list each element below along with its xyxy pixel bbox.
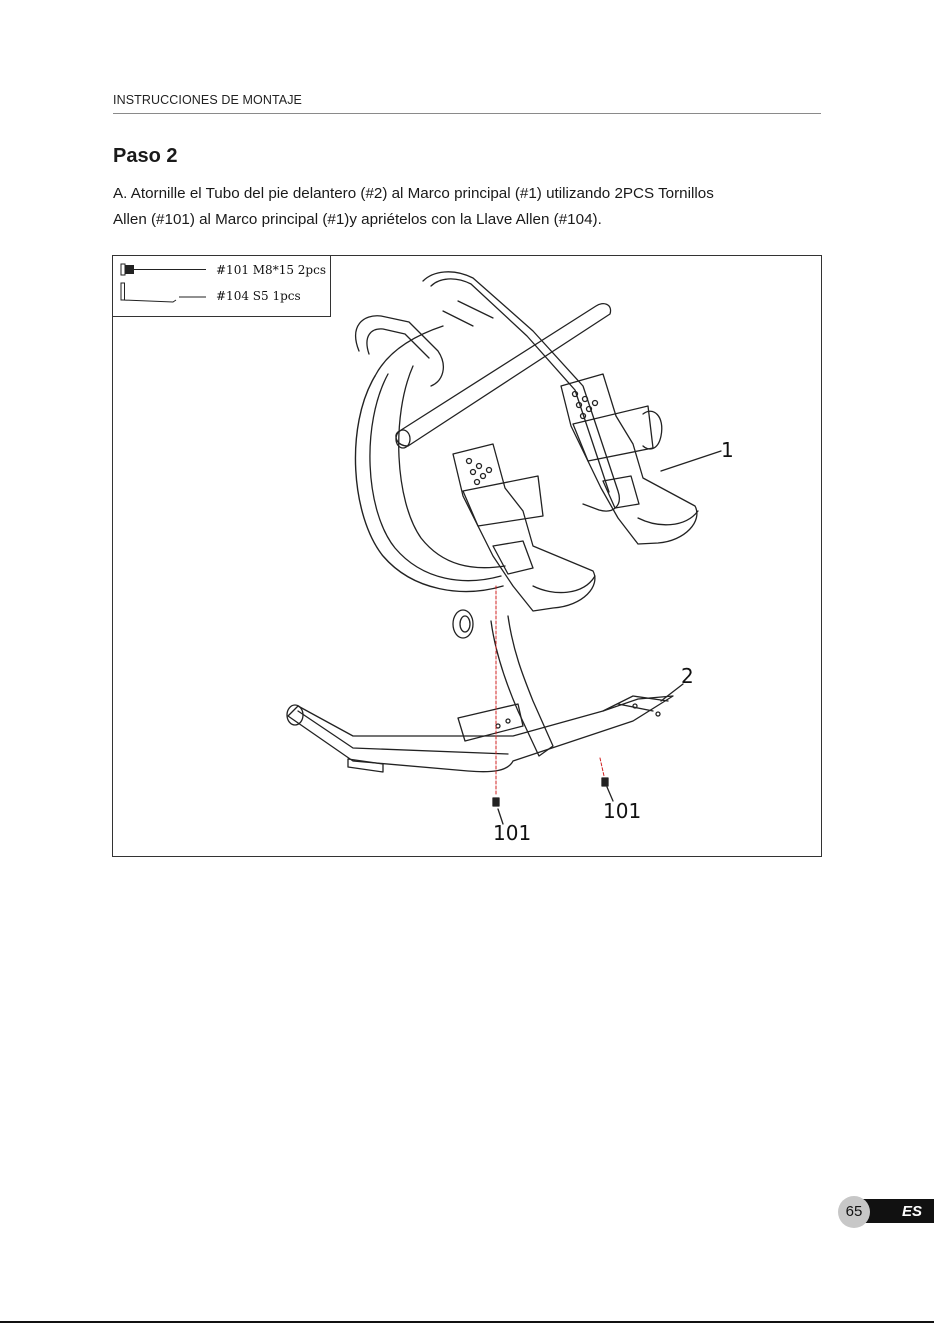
callout-101-right: 101 xyxy=(603,799,642,823)
alignment-line-right xyxy=(600,758,604,776)
front-wheel-drawing xyxy=(453,610,473,638)
main-frame-drawing xyxy=(356,272,620,756)
right-footplate-drawing xyxy=(561,374,698,544)
bolt-right-drawing xyxy=(602,778,608,786)
front-foot-tube-drawing xyxy=(287,696,673,772)
parts-list xyxy=(113,256,331,317)
part-label-101: #101 M8*15 2pcs xyxy=(216,263,326,277)
allen-key-icon xyxy=(121,283,206,302)
callout-2: 2 xyxy=(681,664,694,688)
instruction-line-1: A. Atornille el Tubo del pie delantero (#2) al Marco principal (#1) utilizando 2PCS Tornillos xyxy=(113,185,714,202)
part-label-104: #104 S5 1pcs xyxy=(216,289,301,303)
bolt-left-drawing xyxy=(493,798,499,806)
step-instructions xyxy=(113,181,833,233)
instruction-line-2: Allen (#101) al Marco principal (#1)y apriételos con la Llave Allen (#104). xyxy=(113,211,602,228)
leader-line-2 xyxy=(661,684,683,701)
leader-line-1 xyxy=(661,451,721,471)
callout-101-left: 101 xyxy=(493,821,532,845)
callout-1: 1 xyxy=(721,438,734,462)
water-tank-drawing xyxy=(355,326,505,591)
handlebar-drawing xyxy=(396,304,611,448)
bolt-icon xyxy=(121,264,206,275)
page-number: 65 xyxy=(838,1196,870,1228)
left-footplate-drawing xyxy=(453,444,595,611)
rower-illustration xyxy=(113,256,821,856)
language-label: ES xyxy=(902,1203,923,1220)
section-header: INSTRUCCIONES DE MONTAJE xyxy=(113,93,302,107)
page-indicator xyxy=(838,1196,934,1226)
header-divider xyxy=(113,113,821,114)
assembly-diagram xyxy=(112,255,822,857)
step-title: Paso 2 xyxy=(113,145,178,167)
